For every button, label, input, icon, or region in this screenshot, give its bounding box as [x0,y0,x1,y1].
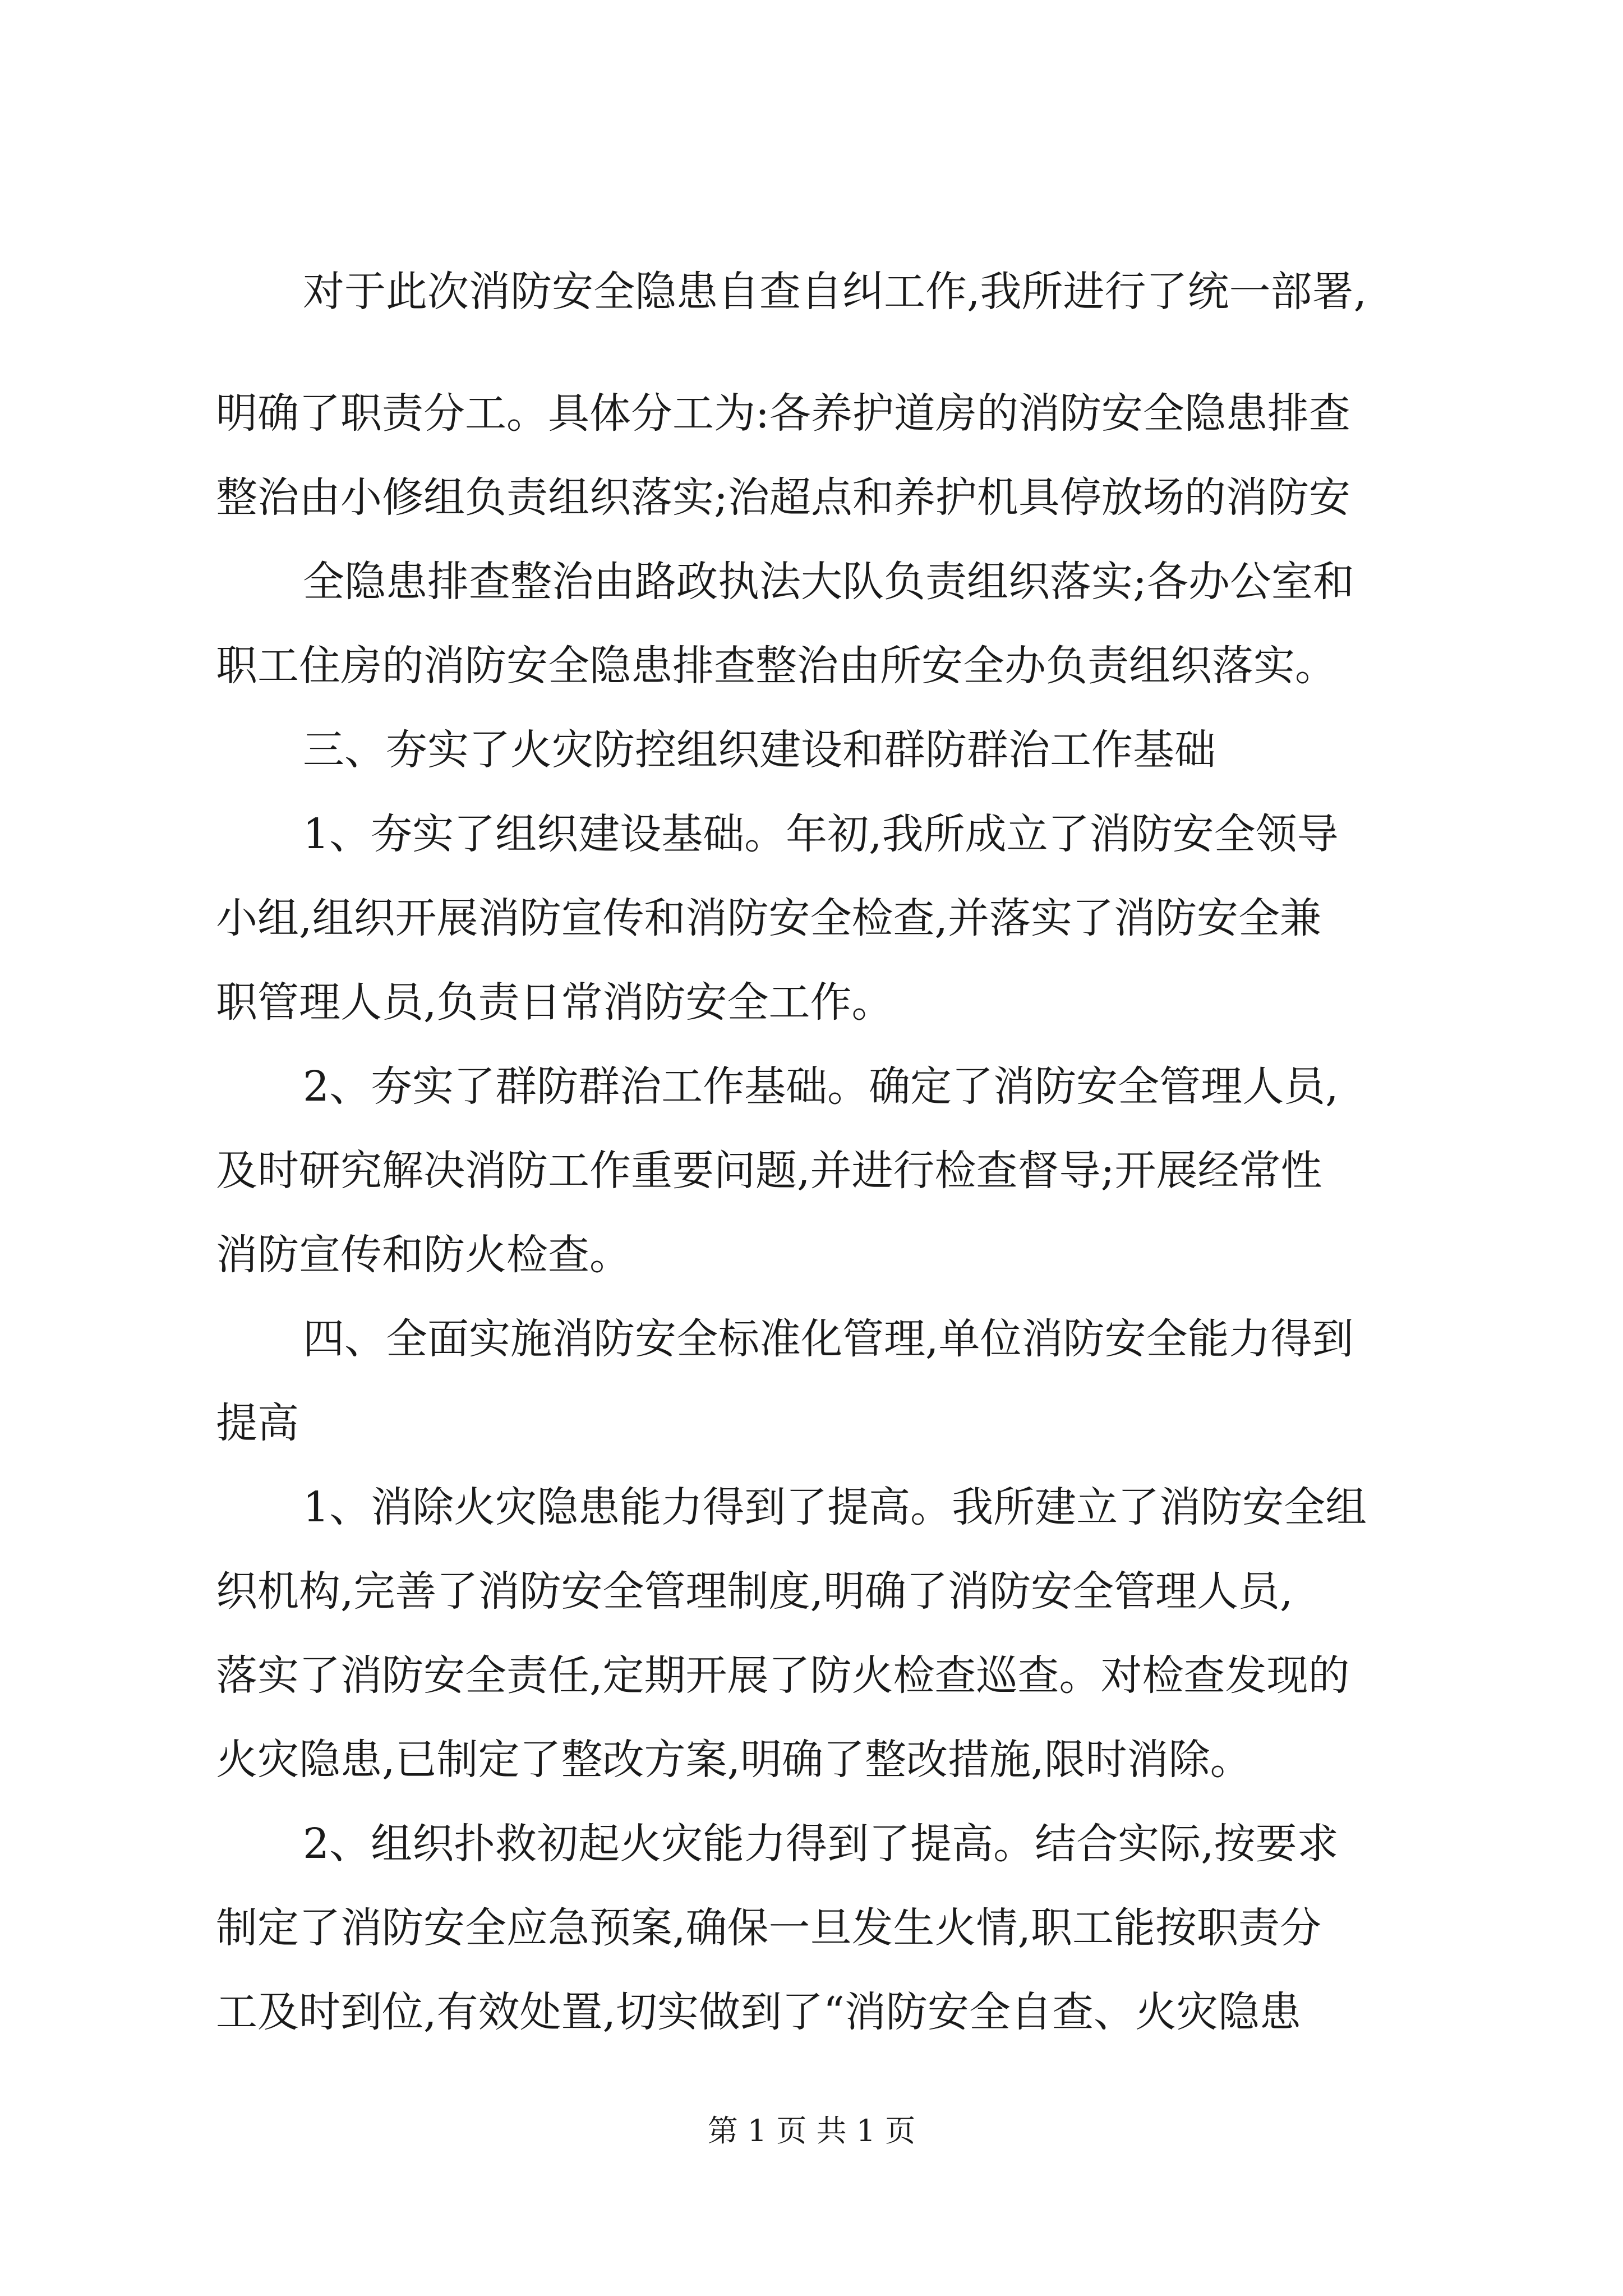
text-line: 整治由小修组负责组织落实;治超点和养护机具停放场的消防安 [216,473,1350,522]
section-heading: 提高 [216,1399,299,1447]
section-heading: 四、全面实施消防安全标准化管理,单位消防安全能力得到 [303,1315,1354,1363]
page-footer: 第 1 页 共 1 页 [707,2113,916,2148]
text-line: 及时研究解决消防工作重要问题,并进行检查督导;开展经常性 [216,1147,1322,1195]
text-line: 火灾隐患,已制定了整改方案,明确了整改措施,限时消除。 [216,1736,1252,1784]
text-line: 职工住房的消防安全隐患排查整治由所安全办负责组织落实。 [216,642,1336,690]
text-line: 落实了消防安全责任,定期开展了防火检查巡查。对检查发现的 [216,1651,1350,1700]
text-line: 1、夯实了组织建设基础。年初,我所成立了消防安全领导 [303,810,1339,858]
text-line: 职管理人员,负责日常消防安全工作。 [216,978,893,1027]
text-line: 小组,组织开展消防宣传和消防安全检查,并落实了消防安全兼 [216,894,1322,942]
text-line: 明确了职责分工。具体分工为:各养护道房的消防安全隐患排查 [216,389,1350,438]
text-line: 对于此次消防安全隐患自查自纠工作,我所进行了统一部署, [303,268,1367,316]
text-line: 全隐患排查整治由路政执法大队负责组织落实;各办公室和 [303,558,1354,606]
section-heading: 三、夯实了火灾防控组织建设和群防群治工作基础 [303,726,1216,774]
text-line: 制定了消防安全应急预案,确保一旦发生火情,职工能按职责分 [216,1904,1322,1952]
text-line: 2、夯实了群防群治工作基础。确定了消防安全管理人员, [303,1062,1339,1111]
text-line: 工及时到位,有效处置,切实做到了“消防安全自查、火灾隐患 [216,1988,1301,2036]
text-line: 2、组织扑救初起火灾能力得到了提高。结合实际,按要求 [303,1820,1339,1868]
text-line: 织机构,完善了消防安全管理制度,明确了消防安全管理人员, [216,1567,1293,1616]
text-line: 1、消除火灾隐患能力得到了提高。我所建立了消防安全组 [303,1483,1367,1531]
text-line: 消防宣传和防火检查。 [216,1231,631,1279]
